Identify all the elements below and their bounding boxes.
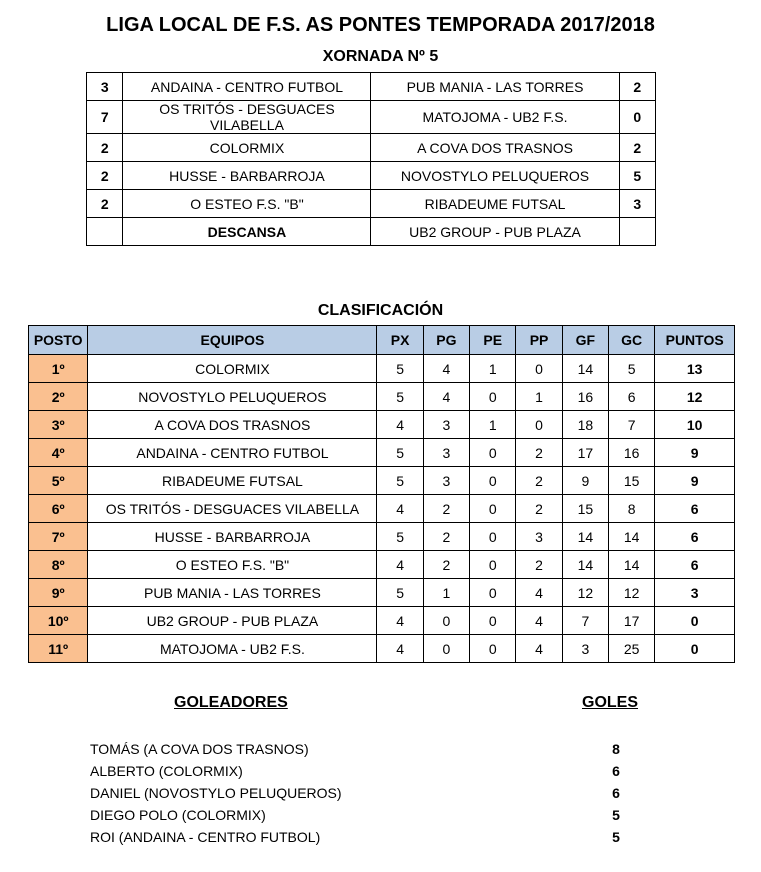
pg-cell: 0 (423, 607, 469, 635)
pp-cell: 3 (516, 523, 562, 551)
position-cell: 3º (29, 411, 88, 439)
column-header: GF (562, 326, 608, 355)
standings-row (29, 523, 735, 551)
pe-cell: 0 (470, 439, 516, 467)
standings-header-row (29, 326, 735, 355)
team-cell: O ESTEO F.S. "B" (88, 551, 377, 579)
pe-cell: 1 (470, 411, 516, 439)
position-cell: 9º (29, 579, 88, 607)
points-cell: 0 (655, 607, 735, 635)
scorer-name: DANIEL (NOVOSTYLO PELUQUEROS) (90, 785, 342, 801)
away-score: 0 (619, 101, 655, 134)
away-team: MATOJOMA - UB2 F.S. (371, 101, 619, 134)
points-cell: 6 (655, 523, 735, 551)
standings-row (29, 607, 735, 635)
pe-cell: 0 (470, 383, 516, 411)
team-cell: RIBADEUME FUTSAL (88, 467, 377, 495)
match-row (87, 162, 656, 190)
gc-cell: 6 (609, 383, 655, 411)
scorer-name: ROI (ANDAINA - CENTRO FUTBOL) (90, 829, 321, 845)
pp-cell: 4 (516, 579, 562, 607)
position-cell: 10º (29, 607, 88, 635)
pg-cell: 4 (423, 355, 469, 383)
gc-cell: 8 (609, 495, 655, 523)
scorer-goals: 5 (612, 807, 620, 823)
px-cell: 4 (377, 551, 423, 579)
gc-cell: 17 (609, 607, 655, 635)
team-cell: MATOJOMA - UB2 F.S. (88, 635, 377, 663)
column-header: GC (609, 326, 655, 355)
scorer-row (90, 829, 630, 851)
team-cell: HUSSE - BARBARROJA (88, 523, 377, 551)
column-header: POSTO (29, 326, 88, 355)
gc-cell: 12 (609, 579, 655, 607)
gc-cell: 15 (609, 467, 655, 495)
pe-cell: 0 (470, 579, 516, 607)
pp-cell: 2 (516, 467, 562, 495)
team-cell: ANDAINA - CENTRO FUTBOL (88, 439, 377, 467)
away-score: 2 (619, 73, 655, 101)
match-row (87, 134, 656, 162)
pg-cell: 3 (423, 467, 469, 495)
pg-cell: 0 (423, 635, 469, 663)
standings-row (29, 383, 735, 411)
pg-cell: 3 (423, 411, 469, 439)
pg-cell: 3 (423, 439, 469, 467)
gf-cell: 9 (562, 467, 608, 495)
pg-cell: 2 (423, 551, 469, 579)
home-score (87, 218, 123, 246)
gc-cell: 16 (609, 439, 655, 467)
gf-cell: 14 (562, 551, 608, 579)
gf-cell: 7 (562, 607, 608, 635)
scorer-row (90, 785, 630, 807)
px-cell: 4 (377, 635, 423, 663)
scorer-goals: 5 (612, 829, 620, 845)
home-team: DESCANSA (123, 218, 371, 246)
pe-cell: 0 (470, 495, 516, 523)
home-team: O ESTEO F.S. "B" (123, 190, 371, 218)
pp-cell: 0 (516, 355, 562, 383)
team-cell: PUB MANIA - LAS TORRES (88, 579, 377, 607)
pe-cell: 0 (470, 607, 516, 635)
gf-cell: 12 (562, 579, 608, 607)
pe-cell: 0 (470, 635, 516, 663)
away-team: PUB MANIA - LAS TORRES (371, 73, 619, 101)
home-team: ANDAINA - CENTRO FUTBOL (123, 73, 371, 101)
pg-cell: 4 (423, 383, 469, 411)
position-cell: 2º (29, 383, 88, 411)
match-row (87, 73, 656, 101)
scorer-goals: 6 (612, 763, 620, 779)
px-cell: 4 (377, 607, 423, 635)
gc-cell: 25 (609, 635, 655, 663)
gf-cell: 3 (562, 635, 608, 663)
column-header: PG (423, 326, 469, 355)
away-score: 5 (619, 162, 655, 190)
goals-heading: GOLES (582, 694, 639, 711)
gf-cell: 16 (562, 383, 608, 411)
px-cell: 5 (377, 523, 423, 551)
pg-cell: 1 (423, 579, 469, 607)
away-score: 3 (619, 190, 655, 218)
scorer-goals: 8 (612, 741, 620, 757)
pp-cell: 2 (516, 439, 562, 467)
pe-cell: 0 (470, 523, 516, 551)
pe-cell: 0 (470, 551, 516, 579)
standings-table (28, 325, 735, 663)
match-row (87, 101, 656, 134)
column-header: PP (516, 326, 562, 355)
home-score: 3 (87, 73, 123, 101)
standings-row (29, 579, 735, 607)
team-cell: COLORMIX (88, 355, 377, 383)
gc-cell: 14 (609, 551, 655, 579)
points-cell: 10 (655, 411, 735, 439)
team-cell: OS TRITÓS - DESGUACES VILABELLA (88, 495, 377, 523)
position-cell: 1º (29, 355, 88, 383)
home-team: OS TRITÓS - DESGUACES VILABELLA (123, 101, 371, 134)
away-team: UB2 GROUP - PUB PLAZA (371, 218, 619, 246)
match-row (87, 190, 656, 218)
points-cell: 6 (655, 495, 735, 523)
scorer-name: TOMÁS (A COVA DOS TRASNOS) (90, 741, 309, 757)
px-cell: 4 (377, 411, 423, 439)
pp-cell: 4 (516, 607, 562, 635)
column-header: PUNTOS (655, 326, 735, 355)
pp-cell: 0 (516, 411, 562, 439)
scorer-row (90, 763, 630, 785)
gc-cell: 14 (609, 523, 655, 551)
position-cell: 8º (29, 551, 88, 579)
pe-cell: 0 (470, 467, 516, 495)
standings-row (29, 635, 735, 663)
pe-cell: 1 (470, 355, 516, 383)
home-score: 2 (87, 134, 123, 162)
away-team: RIBADEUME FUTSAL (371, 190, 619, 218)
pp-cell: 2 (516, 551, 562, 579)
position-cell: 4º (29, 439, 88, 467)
pp-cell: 4 (516, 635, 562, 663)
px-cell: 5 (377, 467, 423, 495)
home-team: COLORMIX (123, 134, 371, 162)
standings-row (29, 551, 735, 579)
match-row (87, 218, 656, 246)
px-cell: 5 (377, 579, 423, 607)
points-cell: 13 (655, 355, 735, 383)
gf-cell: 14 (562, 523, 608, 551)
standings-title: CLASIFICACIÓN (317, 302, 444, 319)
position-cell: 7º (29, 523, 88, 551)
gc-cell: 5 (609, 355, 655, 383)
page-title: LIGA LOCAL DE F.S. AS PONTES TEMPORADA 2017/2018 (106, 14, 655, 36)
team-cell: A COVA DOS TRASNOS (88, 411, 377, 439)
home-team: HUSSE - BARBARROJA (123, 162, 371, 190)
px-cell: 5 (377, 355, 423, 383)
points-cell: 0 (655, 635, 735, 663)
home-score: 7 (87, 101, 123, 134)
away-team: A COVA DOS TRASNOS (371, 134, 619, 162)
gc-cell: 7 (609, 411, 655, 439)
points-cell: 9 (655, 467, 735, 495)
scorers-heading: GOLEADORES (174, 694, 288, 711)
points-cell: 9 (655, 439, 735, 467)
gf-cell: 17 (562, 439, 608, 467)
away-score (619, 218, 655, 246)
position-cell: 11º (29, 635, 88, 663)
column-header: EQUIPOS (88, 326, 377, 355)
column-header: PE (470, 326, 516, 355)
scorer-name: DIEGO POLO (COLORMIX) (90, 807, 266, 823)
points-cell: 12 (655, 383, 735, 411)
standings-row (29, 439, 735, 467)
pp-cell: 2 (516, 495, 562, 523)
home-score: 2 (87, 190, 123, 218)
standings-row (29, 355, 735, 383)
matches-table (86, 72, 656, 246)
round-title: XORNADA Nº 5 (322, 48, 439, 65)
position-cell: 5º (29, 467, 88, 495)
standings-row (29, 411, 735, 439)
gf-cell: 14 (562, 355, 608, 383)
team-cell: UB2 GROUP - PUB PLAZA (88, 607, 377, 635)
standings-row (29, 495, 735, 523)
position-cell: 6º (29, 495, 88, 523)
scorer-row (90, 807, 630, 829)
scorer-row (90, 741, 630, 763)
px-cell: 5 (377, 383, 423, 411)
pp-cell: 1 (516, 383, 562, 411)
standings-row (29, 467, 735, 495)
pg-cell: 2 (423, 523, 469, 551)
px-cell: 4 (377, 495, 423, 523)
away-team: NOVOSTYLO PELUQUEROS (371, 162, 619, 190)
away-score: 2 (619, 134, 655, 162)
scorer-name: ALBERTO (COLORMIX) (90, 763, 243, 779)
points-cell: 6 (655, 551, 735, 579)
team-cell: NOVOSTYLO PELUQUEROS (88, 383, 377, 411)
gf-cell: 15 (562, 495, 608, 523)
gf-cell: 18 (562, 411, 608, 439)
scorer-goals: 6 (612, 785, 620, 801)
pg-cell: 2 (423, 495, 469, 523)
points-cell: 3 (655, 579, 735, 607)
home-score: 2 (87, 162, 123, 190)
column-header: PX (377, 326, 423, 355)
px-cell: 5 (377, 439, 423, 467)
